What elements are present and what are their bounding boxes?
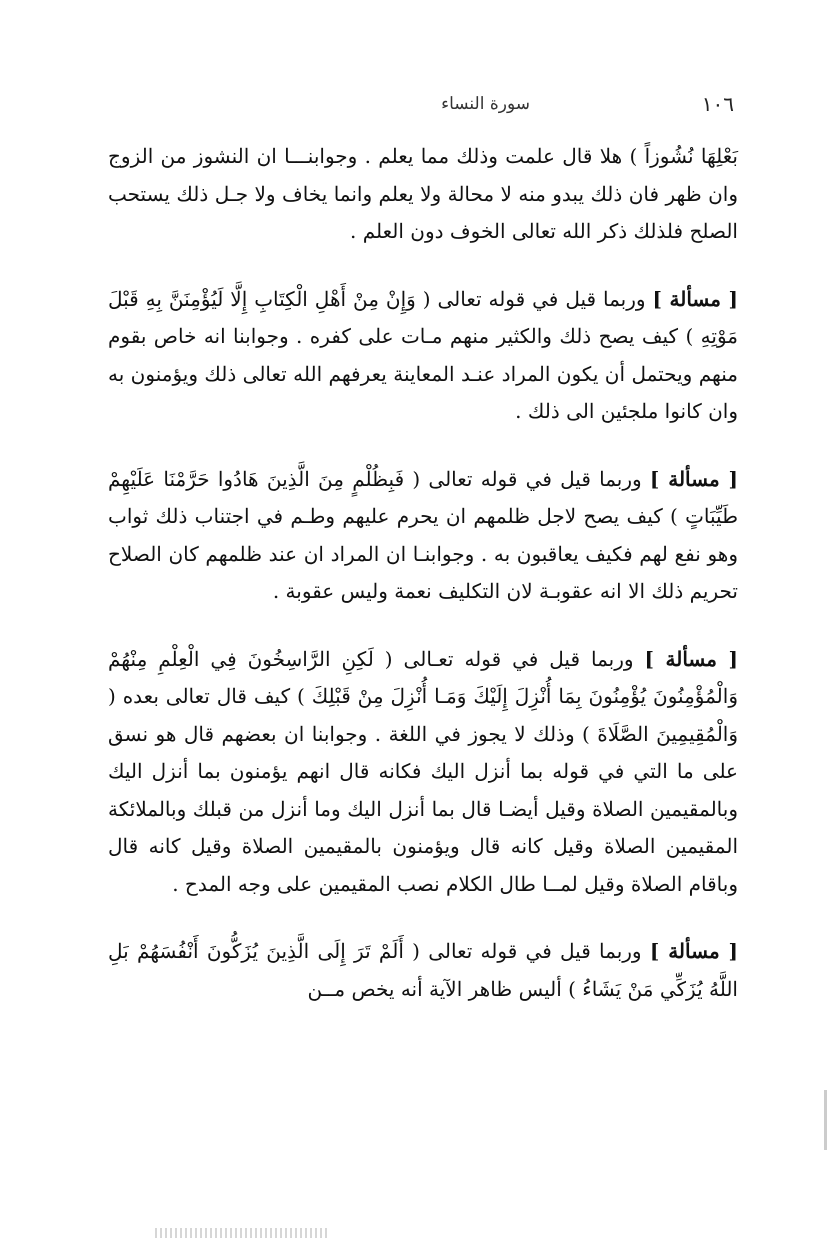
page-number: ١٠٦ [701, 92, 734, 116]
question-tag: [ مسألة ] [644, 646, 739, 671]
paragraph-question [108, 641, 738, 904]
paragraph-text: وربما قيل في قوله تعالى ( فَبِظُلْمٍ مِنَ الَّذِينَ هَادُوا حَرَّمْنَا عَلَيْهِمْ طَيِّبَاتٍ ) كيف يصح لاجل ظلمهم ان يحرم عليهم وطـم في اجتناب ذلك ثواب وهو نفع لهم فكيف يعاقبون به . وجوابنـا ان المراد ان عند ظلمهم كان الصلاح تحريم ذلك الا انه عقوبـة لان التكليف نعمة وليس عقوبة . [108, 466, 738, 603]
paragraph-text: وربما قيل في قوله تعالى ( أَلَمْ تَرَ إِلَى الَّذِينَ يُزَكُّونَ أَنْفُسَهُمْ بَلِ اللَّهُ يُزَكِّي مَنْ يَشَاءُ ) أليس ظاهر الآية أنه يخص مــن [108, 939, 738, 1001]
paragraph-question [108, 933, 738, 1008]
paragraph-text: وربما قيل في قوله تعالى ( وَإِنْ مِنْ أَهْلِ الْكِتَابِ إِلَّا لَيُؤْمِنَنَّ بِهِ قَبْلَ مَوْتِهِ ) كيف يصح ذلك والكثير منهم مـات على كفره . وجوابنا انه خاص بقوم منهم ويحتمل أن يكون المراد عنـد المعاينة يعرفهم الله تعالى ذلك ويؤمنون به وان كانوا ملجئين الى ذلك . [108, 286, 738, 423]
paragraph-question [108, 461, 738, 611]
paragraph-continuation [108, 138, 738, 251]
paragraph-question [108, 281, 738, 431]
question-tag: [ مسألة ] [649, 466, 739, 491]
question-tag: [ مسألة ] [652, 286, 738, 311]
running-title: سورة النساء [441, 94, 530, 114]
scan-edge-artifact [824, 1090, 827, 1150]
scan-artifact [155, 1228, 330, 1238]
page-header [110, 92, 734, 120]
paragraph-text: وربما قيل في قوله تعـالى ( لَكِنِ الرَّاسِخُونَ فِي الْعِلْمِ مِنْهُمْ وَالْمُؤْمِنُونَ يُؤْمِنُونَ بِمَا أُنْزِلَ إِلَيْكَ وَمَـا أُنْزِلَ مِنْ قَبْلِكَ ) كيف قال تعالى بعده ( وَالْمُقِيمِينَ الصَّلَاةَ ) وذلك لا يجوز في اللغة . وجوابنا ان بعضهم قال هو نسق على ما التي في قوله بما أنزل اليك فكانه قال انهم يؤمنون بما أنزل اليك وبالمقيمين الصلاة وقيل أيضـا قال بما أنزل اليك وما أنزل من قبلك وبالملائكة المقيمين الصلاة وقيل كانه قال ويؤمنون بالمقيمين الصلاة وقيل كانه قال وباقام الصلاة وقيل لمــا طال الكلام نصب المقيمين على وجه المدح . [108, 646, 738, 896]
paragraph-text: بَعْلِهَا نُشُوزاً ) هلا قال علمت وذلك مما يعلم . وجوابنـــا ان النشوز من الزوج وان ظهر فان ذلك يبدو منه لا محالة ولا يعلم وانما يخاف ولا جـل ذلك يستحب الصلح فلذلك ذكر الله تعالى الخوف دون العلم . [108, 144, 738, 243]
body-text [108, 138, 738, 1008]
question-tag: [ مسألة ] [649, 939, 738, 963]
